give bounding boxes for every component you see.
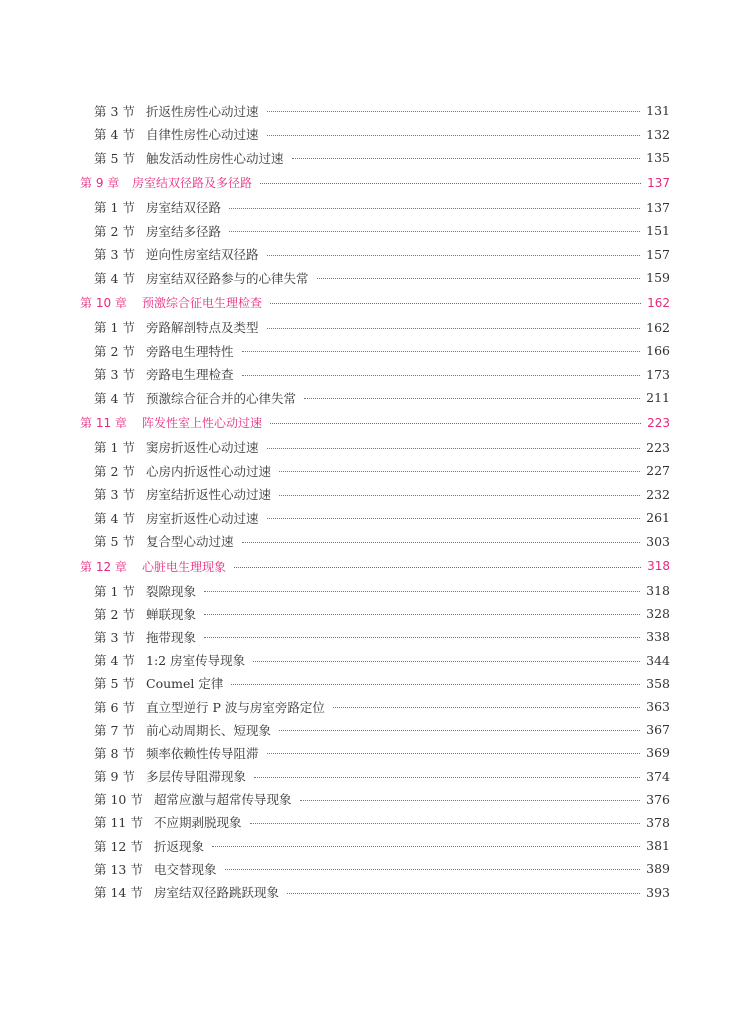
- toc-page-number: 162: [647, 295, 670, 310]
- toc-entry[interactable]: [80, 266, 670, 290]
- toc-section-number: 第 4 节: [94, 390, 135, 406]
- toc-section-number: 第 2 节: [94, 223, 135, 239]
- toc-section-number: 第 2 节: [94, 606, 135, 622]
- dot-leader: [225, 869, 641, 870]
- toc-page-number: 223: [646, 439, 670, 455]
- dot-leader: [304, 398, 640, 399]
- toc-section-number: 第 12 节: [94, 838, 143, 854]
- dot-leader: [212, 846, 640, 847]
- toc-section-title: 房室折返性心动过速: [146, 510, 259, 526]
- toc-entry[interactable]: [80, 99, 670, 123]
- dot-leader: [229, 208, 640, 209]
- toc-section-number: 第 4 节: [94, 510, 135, 526]
- toc-page-number: 173: [646, 366, 670, 382]
- dot-leader: [204, 637, 640, 638]
- toc-section-number: 第 3 节: [94, 629, 135, 645]
- toc-chapter-number: 第 11 章: [80, 416, 127, 430]
- toc-section-title: 心房内折返性心动过速: [146, 463, 272, 479]
- dot-leader: [333, 707, 640, 708]
- toc-section-title: 前心动周期长、短现象: [146, 722, 272, 738]
- dot-leader: [317, 278, 641, 279]
- toc-entry[interactable]: [80, 146, 670, 170]
- toc-section-title: 房室结多径路: [146, 223, 222, 239]
- toc-entry[interactable]: [80, 363, 670, 387]
- toc-page-number: 338: [646, 629, 670, 645]
- dot-leader: [231, 684, 640, 685]
- toc-section-title: 预激综合征合并的心律失常: [146, 390, 297, 406]
- table-of-contents: [80, 99, 670, 904]
- dot-leader: [229, 231, 640, 232]
- toc-section-title: 直立型逆行 P 波与房室旁路定位: [146, 699, 325, 715]
- toc-section-title: 旁路解剖特点及类型: [146, 320, 259, 336]
- dot-leader: [242, 375, 641, 376]
- toc-section-number: 第 1 节: [94, 320, 135, 336]
- toc-page-number: 132: [646, 126, 670, 142]
- dot-leader: [292, 158, 641, 159]
- toc-entry[interactable]: [80, 219, 670, 243]
- toc-chapter-title: 阵发性室上性心动过速: [142, 416, 263, 430]
- toc-section-number: 第 9 节: [94, 769, 135, 785]
- toc-chapter-number: 第 9 章: [80, 176, 120, 190]
- toc-section-title: 窦房折返性心动过速: [146, 440, 259, 456]
- toc-page-number: 223: [647, 415, 670, 430]
- dot-leader: [204, 614, 640, 615]
- toc-section-number: 第 8 节: [94, 745, 135, 761]
- toc-entry[interactable]: [80, 506, 670, 530]
- toc-page-number: 232: [646, 486, 670, 502]
- toc-entry[interactable]: [80, 483, 670, 507]
- toc-entry[interactable]: [80, 649, 670, 672]
- toc-section-title: 折返性房性心动过速: [146, 103, 259, 119]
- toc-section-number: 第 13 节: [94, 861, 143, 877]
- toc-section-title: 频率依赖性传导阻滞: [146, 745, 259, 761]
- toc-entry[interactable]: [80, 196, 670, 220]
- toc-section-number: 第 3 节: [94, 487, 135, 503]
- dot-leader: [267, 518, 641, 519]
- toc-section-title: 多层传导阻滞现象: [146, 769, 247, 785]
- toc-section-title: 房室结双径路参与的心律失常: [146, 270, 309, 286]
- toc-entry[interactable]: [80, 579, 670, 602]
- toc-entry[interactable]: [80, 857, 670, 880]
- toc-section-number: 第 3 节: [94, 247, 135, 263]
- toc-section-title: 折返现象: [154, 838, 205, 854]
- toc-entry[interactable]: [80, 672, 670, 695]
- toc-chapter-entry[interactable]: [80, 290, 670, 316]
- dot-leader: [260, 183, 641, 184]
- toc-chapter-number: 第 12 章: [80, 559, 127, 574]
- toc-section-number: 第 1 节: [94, 440, 135, 456]
- toc-page-number: 137: [646, 199, 670, 215]
- toc-entry[interactable]: [80, 123, 670, 147]
- toc-entry[interactable]: [80, 602, 670, 625]
- toc-section-number: 第 11 节: [94, 815, 143, 831]
- toc-entry[interactable]: [80, 788, 670, 811]
- dot-leader: [242, 542, 641, 543]
- toc-page-number: 318: [647, 559, 670, 573]
- toc-page-number: 211: [646, 390, 670, 406]
- toc-page-number: 344: [646, 652, 670, 668]
- toc-entry[interactable]: [80, 695, 670, 718]
- toc-section-number: 第 10 节: [94, 792, 143, 808]
- toc-page-number: 157: [646, 246, 670, 262]
- toc-page-number: 131: [646, 103, 670, 119]
- toc-section-number: 第 3 节: [94, 103, 135, 119]
- toc-entry[interactable]: [80, 459, 670, 483]
- toc-page-number: 137: [647, 175, 670, 190]
- toc-section-title: 电交替现象: [154, 861, 217, 877]
- toc-page-number: 159: [646, 270, 670, 286]
- toc-chapter-title: 心脏电生理现象: [142, 559, 227, 574]
- toc-entry[interactable]: [80, 880, 670, 903]
- toc-section-number: 第 3 节: [94, 367, 135, 383]
- toc-page-number: 363: [646, 699, 670, 715]
- dot-leader: [300, 800, 641, 801]
- toc-entry[interactable]: [80, 765, 670, 788]
- toc-section-number: 第 2 节: [94, 463, 135, 479]
- toc-section-title: 拖带现象: [146, 629, 197, 645]
- toc-page-number: 369: [646, 745, 670, 761]
- toc-entry[interactable]: [80, 316, 670, 340]
- toc-section-title: 裂隙现象: [146, 583, 197, 599]
- toc-chapter-entry[interactable]: [80, 553, 670, 579]
- dot-leader: [267, 111, 641, 112]
- toc-section-number: 第 6 节: [94, 699, 135, 715]
- toc-chapter-title: 预激综合征电生理检查: [142, 296, 263, 310]
- toc-section-title: 超常应激与超常传导现象: [154, 792, 292, 808]
- dot-leader: [254, 777, 640, 778]
- toc-entry[interactable]: [80, 243, 670, 267]
- toc-page-number: 358: [646, 675, 670, 691]
- dot-leader: [279, 471, 640, 472]
- toc-section-title: 房室结折返性心动过速: [146, 487, 272, 503]
- toc-page-number: 378: [646, 814, 670, 830]
- toc-chapter-entry[interactable]: [80, 410, 670, 436]
- toc-chapter-title: 房室结双径路及多径路: [132, 176, 253, 190]
- dot-leader: [270, 303, 641, 304]
- dot-leader: [234, 567, 641, 568]
- toc-page-number: 135: [646, 150, 670, 166]
- toc-entry[interactable]: [80, 530, 670, 554]
- dot-leader: [242, 351, 641, 352]
- toc-page-number: 374: [646, 768, 670, 784]
- toc-section-title: 房室结双径路: [146, 200, 222, 216]
- toc-page-number: 376: [646, 791, 670, 807]
- toc-page-number: 162: [646, 319, 670, 335]
- toc-section-title: 蝉联现象: [146, 606, 197, 622]
- toc-entry[interactable]: [80, 718, 670, 741]
- toc-section-title: 旁路电生理检查: [146, 367, 234, 383]
- toc-section-number: 第 4 节: [94, 270, 135, 286]
- dot-leader: [279, 495, 640, 496]
- toc-section-number: 第 5 节: [94, 534, 135, 550]
- dot-leader: [267, 448, 641, 449]
- toc-entry[interactable]: [80, 741, 670, 764]
- toc-section-title: 逆向性房室结双径路: [146, 247, 259, 263]
- toc-section-title: 1:2 房室传导现象: [146, 653, 246, 669]
- dot-leader: [267, 135, 641, 136]
- toc-section-number: 第 5 节: [94, 676, 135, 692]
- toc-section-number: 第 2 节: [94, 343, 135, 359]
- toc-section-number: 第 4 节: [94, 127, 135, 143]
- dot-leader: [287, 893, 640, 894]
- toc-chapter-entry[interactable]: [80, 170, 670, 196]
- toc-section-title: 房室结双径路跳跃现象: [154, 885, 280, 901]
- toc-page-number: 367: [646, 722, 670, 738]
- toc-section-title: 复合型心动过速: [146, 534, 234, 550]
- toc-section-title: 触发活动性房性心动过速: [146, 150, 284, 166]
- toc-page-number: 389: [646, 861, 670, 877]
- dot-leader: [270, 423, 641, 424]
- toc-entry[interactable]: [80, 625, 670, 648]
- toc-section-title: Coumel 定律: [146, 676, 224, 692]
- toc-entry[interactable]: [80, 436, 670, 460]
- toc-page-number: 261: [646, 510, 670, 526]
- dot-leader: [267, 255, 641, 256]
- toc-page-number: 381: [646, 838, 670, 854]
- dot-leader: [279, 730, 640, 731]
- toc-page-number: 328: [646, 606, 670, 622]
- toc-section-number: 第 4 节: [94, 653, 135, 669]
- dot-leader: [267, 328, 641, 329]
- toc-entry[interactable]: [80, 386, 670, 410]
- dot-leader: [250, 823, 641, 824]
- toc-entry[interactable]: [80, 339, 670, 363]
- toc-section-title: 不应期剥脱现象: [154, 815, 242, 831]
- toc-section-number: 第 1 节: [94, 200, 135, 216]
- toc-section-title: 自律性房性心动过速: [146, 127, 259, 143]
- toc-chapter-number: 第 10 章: [80, 296, 127, 310]
- toc-page-number: 166: [646, 343, 670, 359]
- toc-section-number: 第 14 节: [94, 885, 143, 901]
- toc-section-number: 第 5 节: [94, 150, 135, 166]
- toc-page-number: 303: [646, 533, 670, 549]
- toc-section-number: 第 7 节: [94, 722, 135, 738]
- toc-section-number: 第 1 节: [94, 583, 135, 599]
- toc-entry[interactable]: [80, 811, 670, 834]
- toc-page-number: 151: [646, 223, 670, 239]
- toc-entry[interactable]: [80, 834, 670, 857]
- toc-page-number: 318: [646, 583, 670, 599]
- toc-page-number: 393: [646, 884, 670, 900]
- dot-leader: [267, 753, 641, 754]
- toc-section-title: 旁路电生理特性: [146, 343, 234, 359]
- dot-leader: [204, 591, 640, 592]
- dot-leader: [253, 661, 640, 662]
- toc-page-number: 227: [646, 463, 670, 479]
